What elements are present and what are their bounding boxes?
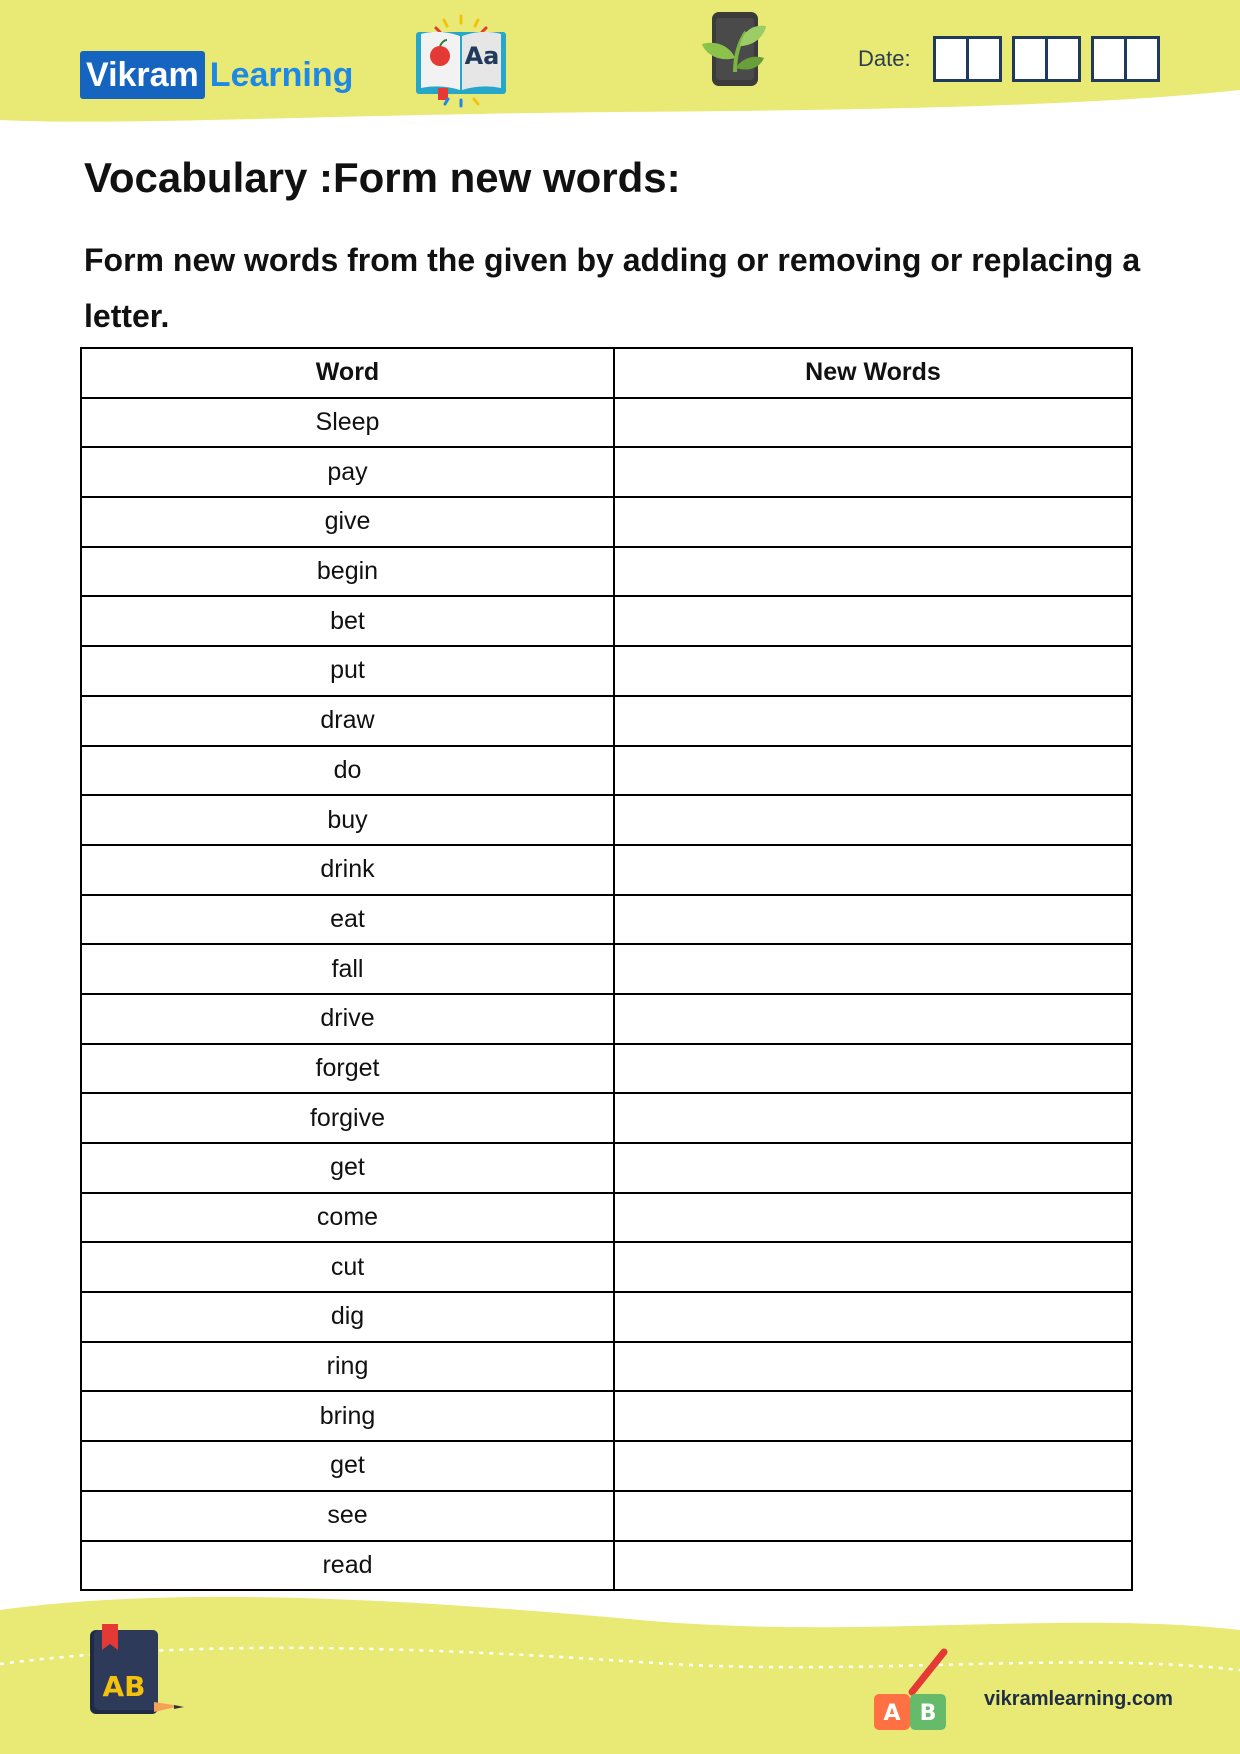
table-row [81,944,1132,994]
table-row [81,1193,1132,1243]
word-cell: bring [81,1391,614,1441]
answer-cell[interactable] [614,1093,1132,1143]
answer-cell[interactable] [614,1292,1132,1342]
answer-cell[interactable] [614,795,1132,845]
table-row [81,1044,1132,1094]
table-row [81,795,1132,845]
answer-cell[interactable] [614,1491,1132,1541]
table-row [81,646,1132,696]
answer-cell[interactable] [614,696,1132,746]
brand-logo [80,51,353,99]
header-new-words: New Words [614,348,1132,398]
answer-cell[interactable] [614,547,1132,597]
answer-cell[interactable] [614,1342,1132,1392]
answer-cell[interactable] [614,845,1132,895]
table-row [81,1491,1132,1541]
word-cell: drive [81,994,614,1044]
answer-cell[interactable] [614,646,1132,696]
date-day-group [933,36,1002,82]
table-row [81,696,1132,746]
word-cell: Sleep [81,398,614,448]
book-icon-text: Aa [464,42,500,70]
date-year-group [1091,36,1160,82]
answer-cell[interactable] [614,1391,1132,1441]
word-cell: begin [81,547,614,597]
answer-cell[interactable] [614,1441,1132,1491]
word-cell: get [81,1143,614,1193]
table-row [81,895,1132,945]
word-cell: pay [81,447,614,497]
table-row [81,746,1132,796]
worksheet-title: Vocabulary :Form new words: [84,154,681,201]
block-b-letter: B [919,1701,937,1726]
date-box[interactable] [933,36,969,82]
table-row [81,845,1132,895]
table-row [81,1541,1132,1591]
table-header-row [81,348,1132,398]
word-cell: buy [81,795,614,845]
table-row [81,447,1132,497]
word-cell: forget [81,1044,614,1094]
word-cell: ring [81,1342,614,1392]
word-cell: eat [81,895,614,945]
plant-phone-icon [698,10,772,90]
date-box[interactable] [1091,36,1127,82]
answer-cell[interactable] [614,1044,1132,1094]
answer-cell[interactable] [614,944,1132,994]
block-a-letter: A [883,1701,901,1726]
date-month-group [1012,36,1081,82]
word-cell: drink [81,845,614,895]
answer-cell[interactable] [614,1193,1132,1243]
answer-cell[interactable] [614,746,1132,796]
word-cell: draw [81,696,614,746]
answer-cell[interactable] [614,596,1132,646]
logo-vikram: Vikram [80,51,205,99]
table-row [81,1242,1132,1292]
word-cell: give [81,497,614,547]
table-row [81,1292,1132,1342]
word-cell: forgive [81,1093,614,1143]
answer-cell[interactable] [614,1242,1132,1292]
word-cell: bet [81,596,614,646]
answer-cell[interactable] [614,895,1132,945]
table-row [81,398,1132,448]
date-boxes [933,36,1170,82]
word-cell: cut [81,1242,614,1292]
word-cell: do [81,746,614,796]
answer-cell[interactable] [614,497,1132,547]
answer-cell[interactable] [614,398,1132,448]
ab-book-letters: AB [102,1670,146,1703]
table-row [81,497,1132,547]
date-box[interactable] [1012,36,1048,82]
word-cell: see [81,1491,614,1541]
table-row [81,596,1132,646]
word-cell: fall [81,944,614,994]
word-cell: put [81,646,614,696]
word-cell: come [81,1193,614,1243]
abc-blocks-icon [872,1648,962,1736]
footer-url-link[interactable]: vikramlearning.com [984,1688,1173,1710]
date-box[interactable] [1124,36,1160,82]
table-row [81,1342,1132,1392]
table-row [81,1143,1132,1193]
table-row [81,994,1132,1044]
answer-cell[interactable] [614,1541,1132,1591]
open-book-icon [412,14,510,108]
logo-learning: Learning [209,56,354,94]
ab-book-icon [84,1624,188,1722]
date-box[interactable] [1045,36,1081,82]
table-row [81,547,1132,597]
word-cell: read [81,1541,614,1591]
answer-cell[interactable] [614,994,1132,1044]
answer-cell[interactable] [614,1143,1132,1193]
header-word: Word [81,348,614,398]
answer-cell[interactable] [614,447,1132,497]
table-row [81,1441,1132,1491]
table-row [81,1391,1132,1441]
word-cell: get [81,1441,614,1491]
word-cell: dig [81,1292,614,1342]
vocabulary-table [80,347,1133,1591]
table-row [81,1093,1132,1143]
worksheet-instructions: Form new words from the given by adding or removing or replacing a letter. [84,242,1141,334]
date-box[interactable] [966,36,1002,82]
date-label: Date: [858,46,911,71]
